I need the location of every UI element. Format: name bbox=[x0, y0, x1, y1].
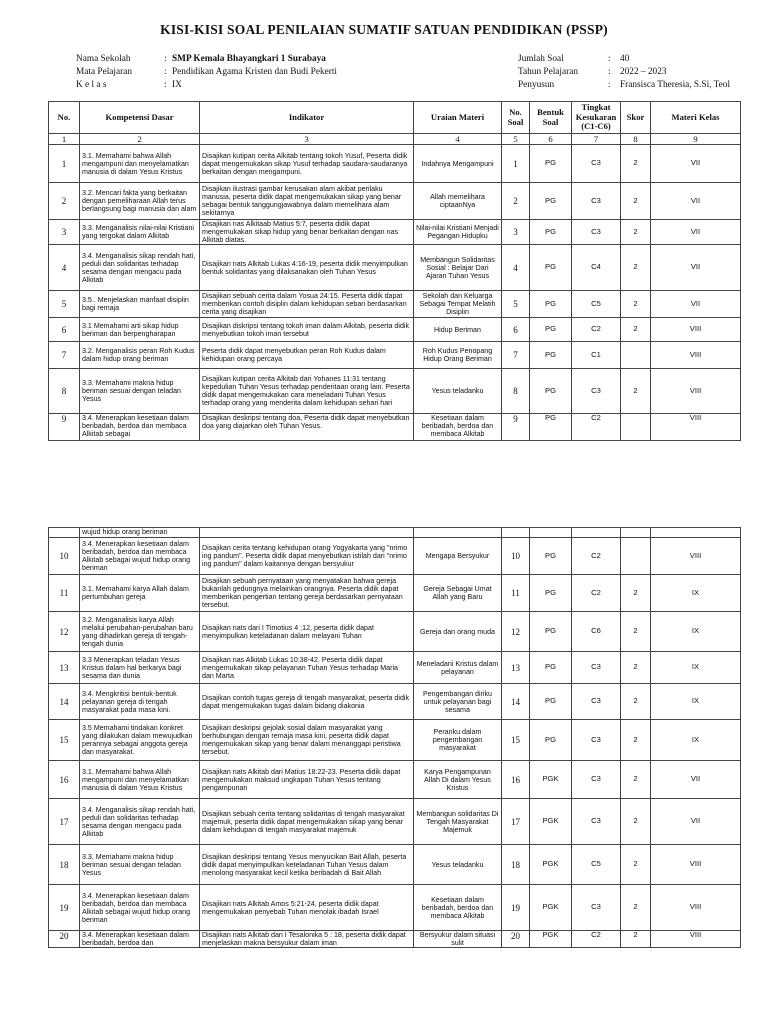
no-soal-cell: 7 bbox=[502, 342, 530, 369]
indikator-cell: Disajikan nats Alkitab dari Matius 18:22-23. Peserta didik dapat mengemukakan maksud ungkapan Tuhan Yesus tentang pengampunan bbox=[200, 761, 414, 799]
tingkat-kesukaran-cell: C3 bbox=[572, 684, 621, 720]
continuation-cell bbox=[49, 528, 80, 538]
tingkat-kesukaran-cell: C3 bbox=[572, 761, 621, 799]
table-body-page-2 bbox=[49, 528, 741, 948]
bentuk-soal-cell: PGK bbox=[530, 931, 572, 948]
table-row bbox=[49, 575, 741, 612]
index-cell: 1 bbox=[49, 134, 80, 145]
row-number: 13 bbox=[49, 652, 80, 684]
bentuk-soal-cell: PG bbox=[530, 245, 572, 291]
subject-name: Pendidikan Agama Kristen dan Budi Pekerti bbox=[172, 67, 337, 77]
uraian-materi-cell: Bersyukur dalam situasi sulit bbox=[414, 931, 502, 948]
meta-label: Tahun Pelajaran bbox=[518, 67, 579, 77]
meta-label: Mata Pelajaran bbox=[76, 67, 133, 77]
bentuk-soal-cell: PG bbox=[530, 291, 572, 318]
materi-kelas-cell: IX bbox=[651, 612, 741, 652]
table-row bbox=[49, 183, 741, 220]
no-soal-cell: 12 bbox=[502, 612, 530, 652]
meta-sep: : bbox=[164, 54, 167, 64]
indikator-cell: Disajikan deskripsi tentang Yesus menyucikan Bait Allah, peserta didik dapat menyimpulkan keteladanan Tuhan Yesus dalam menolong masyarakat kecil ketika beribadah di Bait Allah bbox=[200, 845, 414, 885]
materi-kelas-cell: VII bbox=[651, 291, 741, 318]
no-soal-cell: 17 bbox=[502, 799, 530, 845]
continuation-row bbox=[49, 528, 741, 538]
table-row bbox=[49, 720, 741, 761]
indikator-cell: Disajikan nats Alkitab Lukas 4:16-19, peserta didik menyimpulkan bentuk solidaritas yang dilaksanakan oleh Tuhan Yesus bbox=[200, 245, 414, 291]
header-skor: Skor bbox=[621, 102, 651, 134]
materi-kelas-cell: VII bbox=[651, 145, 741, 183]
tingkat-kesukaran-cell: C3 bbox=[572, 720, 621, 761]
bentuk-soal-cell: PGK bbox=[530, 885, 572, 931]
row-number: 15 bbox=[49, 720, 80, 761]
skor-cell bbox=[621, 538, 651, 575]
meta-label: Penyusun bbox=[518, 80, 555, 90]
kompetensi-dasar-cell: 3.3. Menganalisis nilai-nilai Kristiani yang tergokat dalam Alkitab bbox=[80, 220, 200, 245]
kompetensi-dasar-cell: 3.1. Memahami bahwa Allah mengampuni dan menyelamatkan manusia di dalam Yesus Kristus bbox=[80, 761, 200, 799]
row-number: 6 bbox=[49, 318, 80, 342]
uraian-materi-cell: Yesus teladanku bbox=[414, 369, 502, 414]
bentuk-soal-cell: PG bbox=[530, 652, 572, 684]
bentuk-soal-cell: PGK bbox=[530, 845, 572, 885]
row-number: 11 bbox=[49, 575, 80, 612]
skor-cell: 2 bbox=[621, 369, 651, 414]
row-number: 18 bbox=[49, 845, 80, 885]
indikator-cell: Disajikan deskripsi tentang doa, Peserta didik dapat menyebutkan doa yang diajarkan oleh Tuhan Yesus. bbox=[200, 414, 414, 441]
materi-kelas-cell: VII bbox=[651, 183, 741, 220]
tingkat-kesukaran-cell: C3 bbox=[572, 652, 621, 684]
indikator-cell: Disajikan deskripsi gejolak sosial dalam masyarakat yang berhubungan dengan remaja masa kini, peserta didik dapat mengemukakan sikap yang benar dalam menanggapi peristiwa tersebut. bbox=[200, 720, 414, 761]
kompetensi-dasar-cell: 3.3. Memahami makna hidup beriman sesuai dengan teladan Yesus bbox=[80, 845, 200, 885]
skor-cell: 2 bbox=[621, 931, 651, 948]
uraian-materi-cell: Mengapa Bersyukur bbox=[414, 538, 502, 575]
no-soal-cell: 18 bbox=[502, 845, 530, 885]
kompetensi-dasar-cell: 3.2. Menganalisis peran Roh Kudus dalam hidup orang beriman bbox=[80, 342, 200, 369]
no-soal-cell: 3 bbox=[502, 220, 530, 245]
indikator-cell: Disajikan nats dari I Timotius 4 ;12, peserta didik dapat menyimpulkan keteladanan dalam melayani Tuhan bbox=[200, 612, 414, 652]
uraian-materi-cell: Roh Kudus Penopang Hidup Orang Beriman bbox=[414, 342, 502, 369]
header-tingkat: Tingkat Kesukaran (C1-C6) bbox=[572, 102, 621, 134]
bentuk-soal-cell: PG bbox=[530, 220, 572, 245]
skor-cell: 2 bbox=[621, 885, 651, 931]
tingkat-kesukaran-cell: C3 bbox=[572, 183, 621, 220]
skor-cell: 2 bbox=[621, 318, 651, 342]
table-row bbox=[49, 652, 741, 684]
tingkat-kesukaran-cell: C1 bbox=[572, 342, 621, 369]
materi-kelas-cell: VII bbox=[651, 245, 741, 291]
index-cell: 6 bbox=[530, 134, 572, 145]
indikator-cell: Disajikan kutipan cerita Alkitab tentang tokoh Yusuf, Peserta didik dapat mengemukakan sikap Yusuf terhadap saudara-saudaranya berkaitan dengan mengampuni. bbox=[200, 145, 414, 183]
uraian-materi-cell: Yesus teladanku bbox=[414, 845, 502, 885]
kompetensi-dasar-cell: 3.3. Memahami makna hidup beriman sesuai dengan teladan Yesus bbox=[80, 369, 200, 414]
index-cell: 4 bbox=[414, 134, 502, 145]
tingkat-kesukaran-cell: C2 bbox=[572, 414, 621, 441]
no-soal-cell: 10 bbox=[502, 538, 530, 575]
table-row bbox=[49, 845, 741, 885]
materi-kelas-cell: VII bbox=[651, 799, 741, 845]
continuation-cell bbox=[502, 528, 530, 538]
uraian-materi-cell: Peranku dalam pengembangan masyarakat bbox=[414, 720, 502, 761]
indikator-cell: Disajikan kutipan cerita Alkitab dari Yohanes 11:31 tentang kepedulian Tuhan Yesus terhadap penderitaan orang lain. Peserta didik dapat mengemukakan cara meneladani Tuhan Yesus terhadap orang yang menderita dalam kehidupan sehari hari bbox=[200, 369, 414, 414]
question-count: 40 bbox=[620, 54, 630, 64]
table-row bbox=[49, 684, 741, 720]
indikator-cell: Disajikan nas Alkitab Lukas 10:38-42. Peserta didik dapat mengemukakan sikap pelayanan Tuhan Yesus terhadap Maria dan Marta bbox=[200, 652, 414, 684]
no-soal-cell: 9 bbox=[502, 414, 530, 441]
kompetensi-dasar-cell: 3.2. Menganalisis karya Allah melalui perubahan-perubahan baru yang dihadirkan gereja di tengah-tengah dunia bbox=[80, 612, 200, 652]
no-soal-cell: 19 bbox=[502, 885, 530, 931]
uraian-materi-cell: Membangun Solidaritas Sosial : Belajar Dari Ajaran Tuhan Yesus bbox=[414, 245, 502, 291]
uraian-materi-cell: Gereja Sebagai Umat Allah yang Baru bbox=[414, 575, 502, 612]
row-number: 3 bbox=[49, 220, 80, 245]
continuation-cell bbox=[414, 528, 502, 538]
indikator-cell: Disajikan nats Alkitab Amos 5:21-24, peserta didik dapat mengemukakan penyebab Tuhan menolak ibadah Israel bbox=[200, 885, 414, 931]
materi-kelas-cell: IX bbox=[651, 575, 741, 612]
table-row bbox=[49, 291, 741, 318]
indikator-cell: Disajikan sebuah pernyataan yang menyatakan bahwa gereja bukanlah gedungnya melainkan orangnya. Peserta didik dapat memberikan pengertian tentang gereja berdasarkan pernyataan tersebut. bbox=[200, 575, 414, 612]
row-number: 12 bbox=[49, 612, 80, 652]
bentuk-soal-cell: PG bbox=[530, 538, 572, 575]
indikator-cell: Disajikan ilustrasi gambar kerusakan alam akibat perilaku manusia, peserta didik dapat mengemukakan sikap yang benar sebagai bentuk tanggungjawabnya dalam memelihara alam sekitarnya bbox=[200, 183, 414, 220]
row-number: 2 bbox=[49, 183, 80, 220]
kompetensi-dasar-cell: 3.4. Mengkritisi bentuk-bentuk pelayanan gereja di tengah masyarakat pada masa kini. bbox=[80, 684, 200, 720]
header-bentuk: Bentuk Soal bbox=[530, 102, 572, 134]
no-soal-cell: 11 bbox=[502, 575, 530, 612]
school-name: SMP Kemala Bhayangkari 1 Surabaya bbox=[172, 54, 326, 64]
materi-kelas-cell: VIII bbox=[651, 845, 741, 885]
skor-cell: 2 bbox=[621, 245, 651, 291]
indikator-cell: Peserta didik dapat menyebutkan peran Roh Kudus dalam kehidupan orang percaya bbox=[200, 342, 414, 369]
table-row bbox=[49, 318, 741, 342]
kompetensi-dasar-cell: 3.4. Menganalisis sikap rendah hati, peduli dan solidaritas terhadap sesama dengan mengacu pada Alkitab bbox=[80, 799, 200, 845]
table-row bbox=[49, 885, 741, 931]
header-row bbox=[49, 102, 741, 134]
row-number: 4 bbox=[49, 245, 80, 291]
skor-cell: 2 bbox=[621, 612, 651, 652]
grid-table-page-2 bbox=[48, 527, 741, 948]
bentuk-soal-cell: PG bbox=[530, 612, 572, 652]
no-soal-cell: 5 bbox=[502, 291, 530, 318]
row-number: 8 bbox=[49, 369, 80, 414]
indikator-cell: Disajikan cerita tentang kehidupan orang Yogyakarta yang "nrimo ing pandum". Peserta didik dapat menyebutkan istilah dari "nrimo ing pandum" dalam kaitannya dengan bersyukur bbox=[200, 538, 414, 575]
meta-left bbox=[76, 53, 337, 92]
indikator-cell: Disajikan nas Alkitaab Matius 5:7, peserta didik dapat mengemukakan sikap hidup yang benar berkaitan dengan nas Alkitab diatas. bbox=[200, 220, 414, 245]
kompetensi-dasar-cell: 3.2. Mencari fakta yang berkaitan dengan pemeliharaan Allah terus berlangsung bagi manusia dan alam bbox=[80, 183, 200, 220]
index-cell: 9 bbox=[651, 134, 741, 145]
bentuk-soal-cell: PG bbox=[530, 183, 572, 220]
uraian-materi-cell: Allah memelihara ciptaanNya bbox=[414, 183, 502, 220]
table-row bbox=[49, 931, 741, 948]
index-cell: 2 bbox=[80, 134, 200, 145]
index-cell: 3 bbox=[200, 134, 414, 145]
tingkat-kesukaran-cell: C3 bbox=[572, 369, 621, 414]
bentuk-soal-cell: PG bbox=[530, 575, 572, 612]
row-number: 10 bbox=[49, 538, 80, 575]
document-title: KISI-KISI SOAL PENILAIAN SUMATIF SATUAN PENDIDIKAN (PSSP) bbox=[160, 22, 608, 37]
skor-cell: 2 bbox=[621, 183, 651, 220]
kompetensi-dasar-cell: 3.4. Menerapkan kesetiaan dalam beribadah, berdoa dan membaca Alkitab sebagai bbox=[80, 414, 200, 441]
materi-kelas-cell: VII bbox=[651, 220, 741, 245]
table-row bbox=[49, 369, 741, 414]
no-soal-cell: 15 bbox=[502, 720, 530, 761]
meta-label: Jumlah Soal bbox=[518, 54, 564, 64]
indikator-cell: Disajikan contoh tugas gereja di tengah masyarakat, peserta didik dapat mengemukakan tugas dalam bidang diakonia bbox=[200, 684, 414, 720]
row-number: 19 bbox=[49, 885, 80, 931]
kompetensi-dasar-cell: 3.1. Memahami bahwa Allah mengampuni dan menyelamatkan manusia di dalam Yesus Kristus bbox=[80, 145, 200, 183]
uraian-materi-cell: Sekolah dan Keluarga Sebagai Tempat Melatih Disiplin bbox=[414, 291, 502, 318]
uraian-materi-cell: Kesetiaan dalam beribadah, berdoa dan membaca Alkitab bbox=[414, 885, 502, 931]
kompetensi-dasar-cell: 3.1. Memahami karya Allah dalam pertumbuhan gereja bbox=[80, 575, 200, 612]
indikator-cell: Disajikan diskripsi tentang tokoh iman dalam Alkitab, peserta didik menyebutkan tokoh iman tersebut bbox=[200, 318, 414, 342]
row-number: 7 bbox=[49, 342, 80, 369]
row-number: 9 bbox=[49, 414, 80, 441]
tingkat-kesukaran-cell: C3 bbox=[572, 885, 621, 931]
no-soal-cell: 16 bbox=[502, 761, 530, 799]
table-row bbox=[49, 342, 741, 369]
table-row bbox=[49, 761, 741, 799]
no-soal-cell: 20 bbox=[502, 931, 530, 948]
meta-sep: : bbox=[608, 54, 611, 64]
bentuk-soal-cell: PG bbox=[530, 369, 572, 414]
tingkat-kesukaran-cell: C3 bbox=[572, 220, 621, 245]
author-name: Fransisca Theresia, S.Si, Teol bbox=[620, 80, 731, 90]
no-soal-cell: 4 bbox=[502, 245, 530, 291]
indikator-cell: Disajikan sebuah cerita tentang solidaritas di tengah masyarakat majemuk, peserta didik dapat mengemukakan sikap yang benar dalam kehidupan di tengah masyarakat majemuk bbox=[200, 799, 414, 845]
uraian-materi-cell: Kesetiaan dalam beribadah, berdoa dan membaca Alkitab bbox=[414, 414, 502, 441]
tingkat-kesukaran-cell: C2 bbox=[572, 318, 621, 342]
skor-cell: 2 bbox=[621, 845, 651, 885]
bentuk-soal-cell: PG bbox=[530, 414, 572, 441]
header-uraian: Uraian Materi bbox=[414, 102, 502, 134]
materi-kelas-cell: IX bbox=[651, 652, 741, 684]
row-number: 1 bbox=[49, 145, 80, 183]
continuation-cell bbox=[200, 528, 414, 538]
row-number: 5 bbox=[49, 291, 80, 318]
header-no-soal: No. Soal bbox=[502, 102, 530, 134]
continuation-cell bbox=[572, 528, 621, 538]
meta-right bbox=[518, 53, 730, 92]
uraian-materi-cell: Membangun solidaritas Di Tengah Masyarakat Majemuk bbox=[414, 799, 502, 845]
grid-table-page-1 bbox=[48, 101, 741, 441]
school-year: 2022 – 2023 bbox=[620, 67, 667, 77]
materi-kelas-cell: VII bbox=[651, 761, 741, 799]
materi-kelas-cell: VIII bbox=[651, 885, 741, 931]
tingkat-kesukaran-cell: C5 bbox=[572, 845, 621, 885]
materi-kelas-cell: IX bbox=[651, 720, 741, 761]
header-indikator: Indikator bbox=[200, 102, 414, 134]
continuation-cell bbox=[621, 528, 651, 538]
row-number: 16 bbox=[49, 761, 80, 799]
continuation-kd: wujud hidup orang beriman bbox=[80, 528, 200, 538]
tingkat-kesukaran-cell: C5 bbox=[572, 291, 621, 318]
table-row bbox=[49, 538, 741, 575]
no-soal-cell: 13 bbox=[502, 652, 530, 684]
header-no: No. bbox=[49, 102, 80, 134]
tingkat-kesukaran-cell: C4 bbox=[572, 245, 621, 291]
header-materi: Materi Kelas bbox=[651, 102, 741, 134]
meta-label: Nama Sekolah bbox=[76, 54, 131, 64]
kompetensi-dasar-cell: 3.5.. Menjelaskan manfaat disiplin bagi remaja bbox=[80, 291, 200, 318]
meta-sep: : bbox=[164, 67, 167, 77]
tingkat-kesukaran-cell: C2 bbox=[572, 931, 621, 948]
index-cell: 7 bbox=[572, 134, 621, 145]
no-soal-cell: 6 bbox=[502, 318, 530, 342]
skor-cell: 2 bbox=[621, 684, 651, 720]
table-row bbox=[49, 799, 741, 845]
kompetensi-dasar-cell: 3.1 Memahami arti sikap hidup beriman dan berpengharapan bbox=[80, 318, 200, 342]
tingkat-kesukaran-cell: C2 bbox=[572, 575, 621, 612]
uraian-materi-cell: Indahnya Mengampuni bbox=[414, 145, 502, 183]
skor-cell: 2 bbox=[621, 799, 651, 845]
uraian-materi-cell: Pengembangan diriku untuk pelayanan bagi sesama bbox=[414, 684, 502, 720]
meta-sep: : bbox=[164, 80, 167, 90]
materi-kelas-cell: VIII bbox=[651, 342, 741, 369]
table-row bbox=[49, 612, 741, 652]
bentuk-soal-cell: PG bbox=[530, 342, 572, 369]
tingkat-kesukaran-cell: C6 bbox=[572, 612, 621, 652]
skor-cell: 2 bbox=[621, 145, 651, 183]
bentuk-soal-cell: PG bbox=[530, 318, 572, 342]
uraian-materi-cell: Nilai-nilai Kristiani Menjadi Pegangan Hidupku bbox=[414, 220, 502, 245]
skor-cell: 2 bbox=[621, 720, 651, 761]
header-kompetensi: Kompetensi Dasar bbox=[80, 102, 200, 134]
index-row bbox=[49, 134, 741, 145]
class-value: IX bbox=[172, 80, 182, 90]
no-soal-cell: 14 bbox=[502, 684, 530, 720]
uraian-materi-cell: Karya Pengampunan Allah Di dalam Yesus Kristus bbox=[414, 761, 502, 799]
bentuk-soal-cell: PGK bbox=[530, 761, 572, 799]
kompetensi-dasar-cell: 3.4. Menerapkan kesetiaan dalam beribadah, berdoa dan bbox=[80, 931, 200, 948]
materi-kelas-cell: VIII bbox=[651, 318, 741, 342]
table-row bbox=[49, 220, 741, 245]
table-row bbox=[49, 245, 741, 291]
materi-kelas-cell: VIII bbox=[651, 538, 741, 575]
materi-kelas-cell: VIII bbox=[651, 369, 741, 414]
tingkat-kesukaran-cell: C3 bbox=[572, 799, 621, 845]
materi-kelas-cell: VIII bbox=[651, 931, 741, 948]
index-cell: 5 bbox=[502, 134, 530, 145]
materi-kelas-cell: IX bbox=[651, 684, 741, 720]
bentuk-soal-cell: PG bbox=[530, 145, 572, 183]
meta-sep: : bbox=[608, 80, 611, 90]
materi-kelas-cell: VIII bbox=[651, 414, 741, 441]
skor-cell: 2 bbox=[621, 291, 651, 318]
skor-cell: 2 bbox=[621, 652, 651, 684]
kompetensi-dasar-cell: 3.3 Menerapkan teladan Yesus Kristus dalam hal berkarya bagi sesama dan dunia bbox=[80, 652, 200, 684]
kompetensi-dasar-cell: 3.4. Menerapkan kesetiaan dalam beribadah, berdoa dan membaca Alkitab sebagai wujud hidup orang beriman bbox=[80, 885, 200, 931]
indikator-cell: Disajikan nats Alkitab dari I Tesalonika 5 : 18, peserta didik dapat menjelaskan makna bersyukur dalam iman bbox=[200, 931, 414, 948]
no-soal-cell: 1 bbox=[502, 145, 530, 183]
index-cell: 8 bbox=[621, 134, 651, 145]
indikator-cell: Disajikan sebuah cerita dalam Yosua 24:15. Peserta didik dapat memberikan contoh disiplin dalam kehidupan sebari berdasarkan cerita yang disajikan bbox=[200, 291, 414, 318]
tingkat-kesukaran-cell: C2 bbox=[572, 538, 621, 575]
bentuk-soal-cell: PG bbox=[530, 684, 572, 720]
skor-cell: 2 bbox=[621, 220, 651, 245]
row-number: 20 bbox=[49, 931, 80, 948]
row-number: 14 bbox=[49, 684, 80, 720]
row-number: 17 bbox=[49, 799, 80, 845]
kompetensi-dasar-cell: 3.4. Menerapkan kesetiaan dalam beribadah, berdoa dan membaca Alkitab sebagai wujud hidup orang beriman bbox=[80, 538, 200, 575]
continuation-cell bbox=[530, 528, 572, 538]
uraian-materi-cell: Gereja dan orang muda bbox=[414, 612, 502, 652]
skor-cell bbox=[621, 342, 651, 369]
skor-cell bbox=[621, 414, 651, 441]
uraian-materi-cell: Hidup Beriman bbox=[414, 318, 502, 342]
skor-cell: 2 bbox=[621, 761, 651, 799]
tingkat-kesukaran-cell: C3 bbox=[572, 145, 621, 183]
uraian-materi-cell: Meneladani Kristus dalam pelayanan bbox=[414, 652, 502, 684]
meta-label: K e l a s bbox=[76, 80, 107, 90]
table-row bbox=[49, 145, 741, 183]
no-soal-cell: 2 bbox=[502, 183, 530, 220]
kompetensi-dasar-cell: 3.5 Memahami tindakan konkret yang dilakukan dalam mewujudkan perannya sebagai anggota gereja dan masyarakat. bbox=[80, 720, 200, 761]
table-body-page-1 bbox=[49, 145, 741, 441]
continuation-cell bbox=[651, 528, 741, 538]
bentuk-soal-cell: PG bbox=[530, 720, 572, 761]
kompetensi-dasar-cell: 3.4. Menganalisis sikap rendah hati, peduli dan solidaritas terhadap sesama dengan mengacu pada Alkitab bbox=[80, 245, 200, 291]
meta-sep: : bbox=[608, 67, 611, 77]
skor-cell: 2 bbox=[621, 575, 651, 612]
table-row bbox=[49, 414, 741, 441]
bentuk-soal-cell: PGK bbox=[530, 799, 572, 845]
no-soal-cell: 8 bbox=[502, 369, 530, 414]
